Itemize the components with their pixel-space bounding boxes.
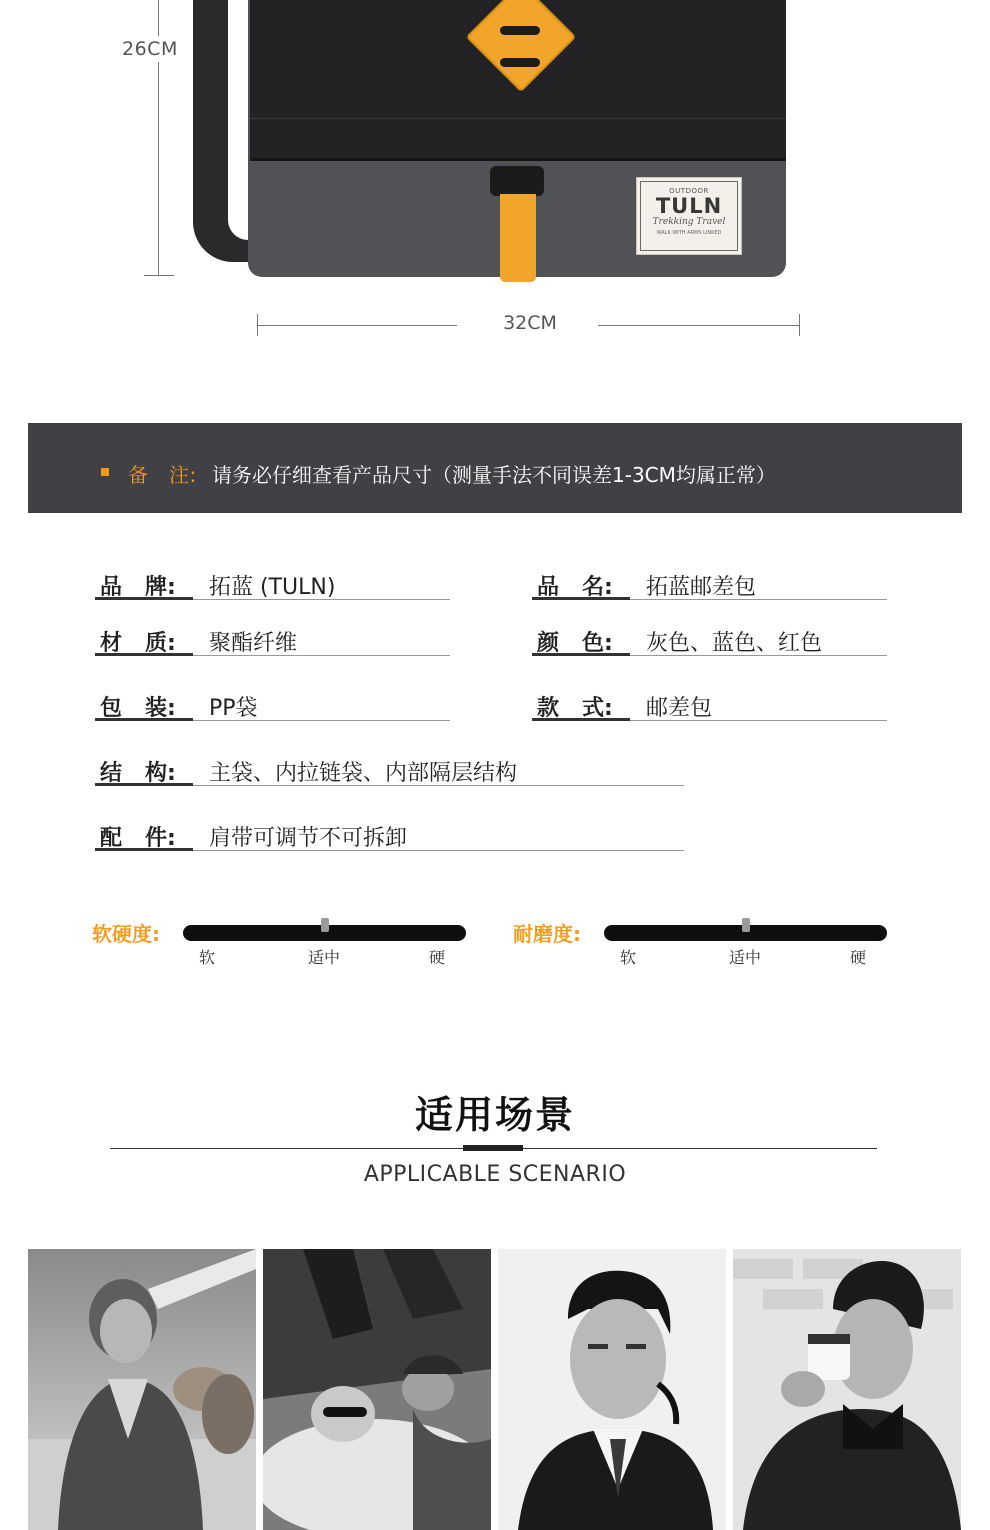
spec-label-char: 名: <box>582 575 613 600</box>
spec-value: 拓蓝邮差包 <box>630 570 887 600</box>
softness-title: 软硬度: <box>92 922 160 946</box>
spec-value: 主袋、内拉链袋、内部隔层结构 <box>193 756 684 786</box>
width-dimension-line-left <box>257 325 457 326</box>
bag-flap-seam <box>250 118 786 119</box>
spec-label-char: 质: <box>145 631 176 656</box>
spec-label-char: 牌: <box>145 575 176 600</box>
height-dimension-cap <box>144 275 174 276</box>
bag-buckle <box>490 166 544 196</box>
notice-bar <box>28 423 962 513</box>
spec-value: 灰色、蓝色、红色 <box>630 626 887 656</box>
durability-knob <box>742 918 750 932</box>
spec-label-char: 颜 <box>537 631 560 656</box>
tag-bottom-text: WALK WITH ARMS LINKED <box>656 230 722 236</box>
spec-label-char: 款 <box>537 696 560 721</box>
spec-label <box>532 691 630 721</box>
spec-value: PP袋 <box>193 691 450 721</box>
scenario-divider-accent <box>463 1145 523 1151</box>
spec-label <box>95 626 193 656</box>
durability-tick-low: 软 <box>619 948 636 967</box>
spec-label-char: 包 <box>100 696 123 721</box>
spec-label <box>95 570 193 600</box>
spec-value: 聚酯纤维 <box>193 626 450 656</box>
spec-label-char: 配 <box>100 826 123 851</box>
spec-label-char: 装: <box>145 696 176 721</box>
spec-label <box>532 626 630 656</box>
softness-knob <box>321 918 329 932</box>
spec-label-char: 结 <box>100 761 123 786</box>
spec-label-char: 品 <box>100 575 123 600</box>
spec-value: 邮差包 <box>630 691 887 721</box>
scenario-photo-man-coffee <box>733 1249 961 1530</box>
notice-text: 请务必仔细查看产品尺寸（测量手法不同误差1-3CM均属正常） <box>212 463 776 487</box>
spec-label <box>95 691 193 721</box>
spec-value: 肩带可调节不可拆卸 <box>193 821 684 851</box>
softness-tick-low: 软 <box>198 948 215 967</box>
durability-tick-high: 硬 <box>849 948 866 967</box>
spec-value: 拓蓝 (TULN) <box>193 570 450 600</box>
bag-yellow-strap <box>500 194 536 282</box>
spec-label <box>532 570 630 600</box>
spec-label-char: 品 <box>537 575 560 600</box>
width-dimension-label: 32CM <box>503 312 557 334</box>
notice-label: 备 注: <box>128 463 197 487</box>
spec-label-char: 件: <box>145 826 176 851</box>
softness-tick-mid: 适中 <box>307 948 340 967</box>
scenario-photo-man-with-dog <box>28 1249 256 1530</box>
spec-label-char: 构: <box>145 761 176 786</box>
durability-tick-mid: 适中 <box>728 948 761 967</box>
bag-brand-tag <box>636 177 742 255</box>
tag-brand-text: TULN <box>655 194 723 218</box>
scenario-title: 适用场景 <box>414 1093 575 1137</box>
scenario-photo-couple-picnic <box>263 1249 491 1530</box>
spec-label-char: 式: <box>582 696 613 721</box>
scenario-subtitle: APPLICABLE SCENARIO <box>363 1162 627 1187</box>
width-dimension-cap-right <box>799 314 800 336</box>
width-dimension-line-right <box>598 325 800 326</box>
spec-label <box>95 756 193 786</box>
softness-tick-high: 硬 <box>428 948 445 967</box>
spec-label-char: 色: <box>582 631 613 656</box>
tag-top-text: OUTDOOR <box>669 187 709 195</box>
notice-bullet-icon <box>101 468 109 476</box>
durability-title: 耐磨度: <box>513 922 581 946</box>
spec-label <box>95 821 193 851</box>
scenario-photo-businessman-headset <box>498 1249 726 1530</box>
spec-label-char: 材 <box>100 631 123 656</box>
height-dimension-label: 26CM <box>122 38 178 60</box>
tag-script-text: Trekking Travel <box>652 217 726 227</box>
